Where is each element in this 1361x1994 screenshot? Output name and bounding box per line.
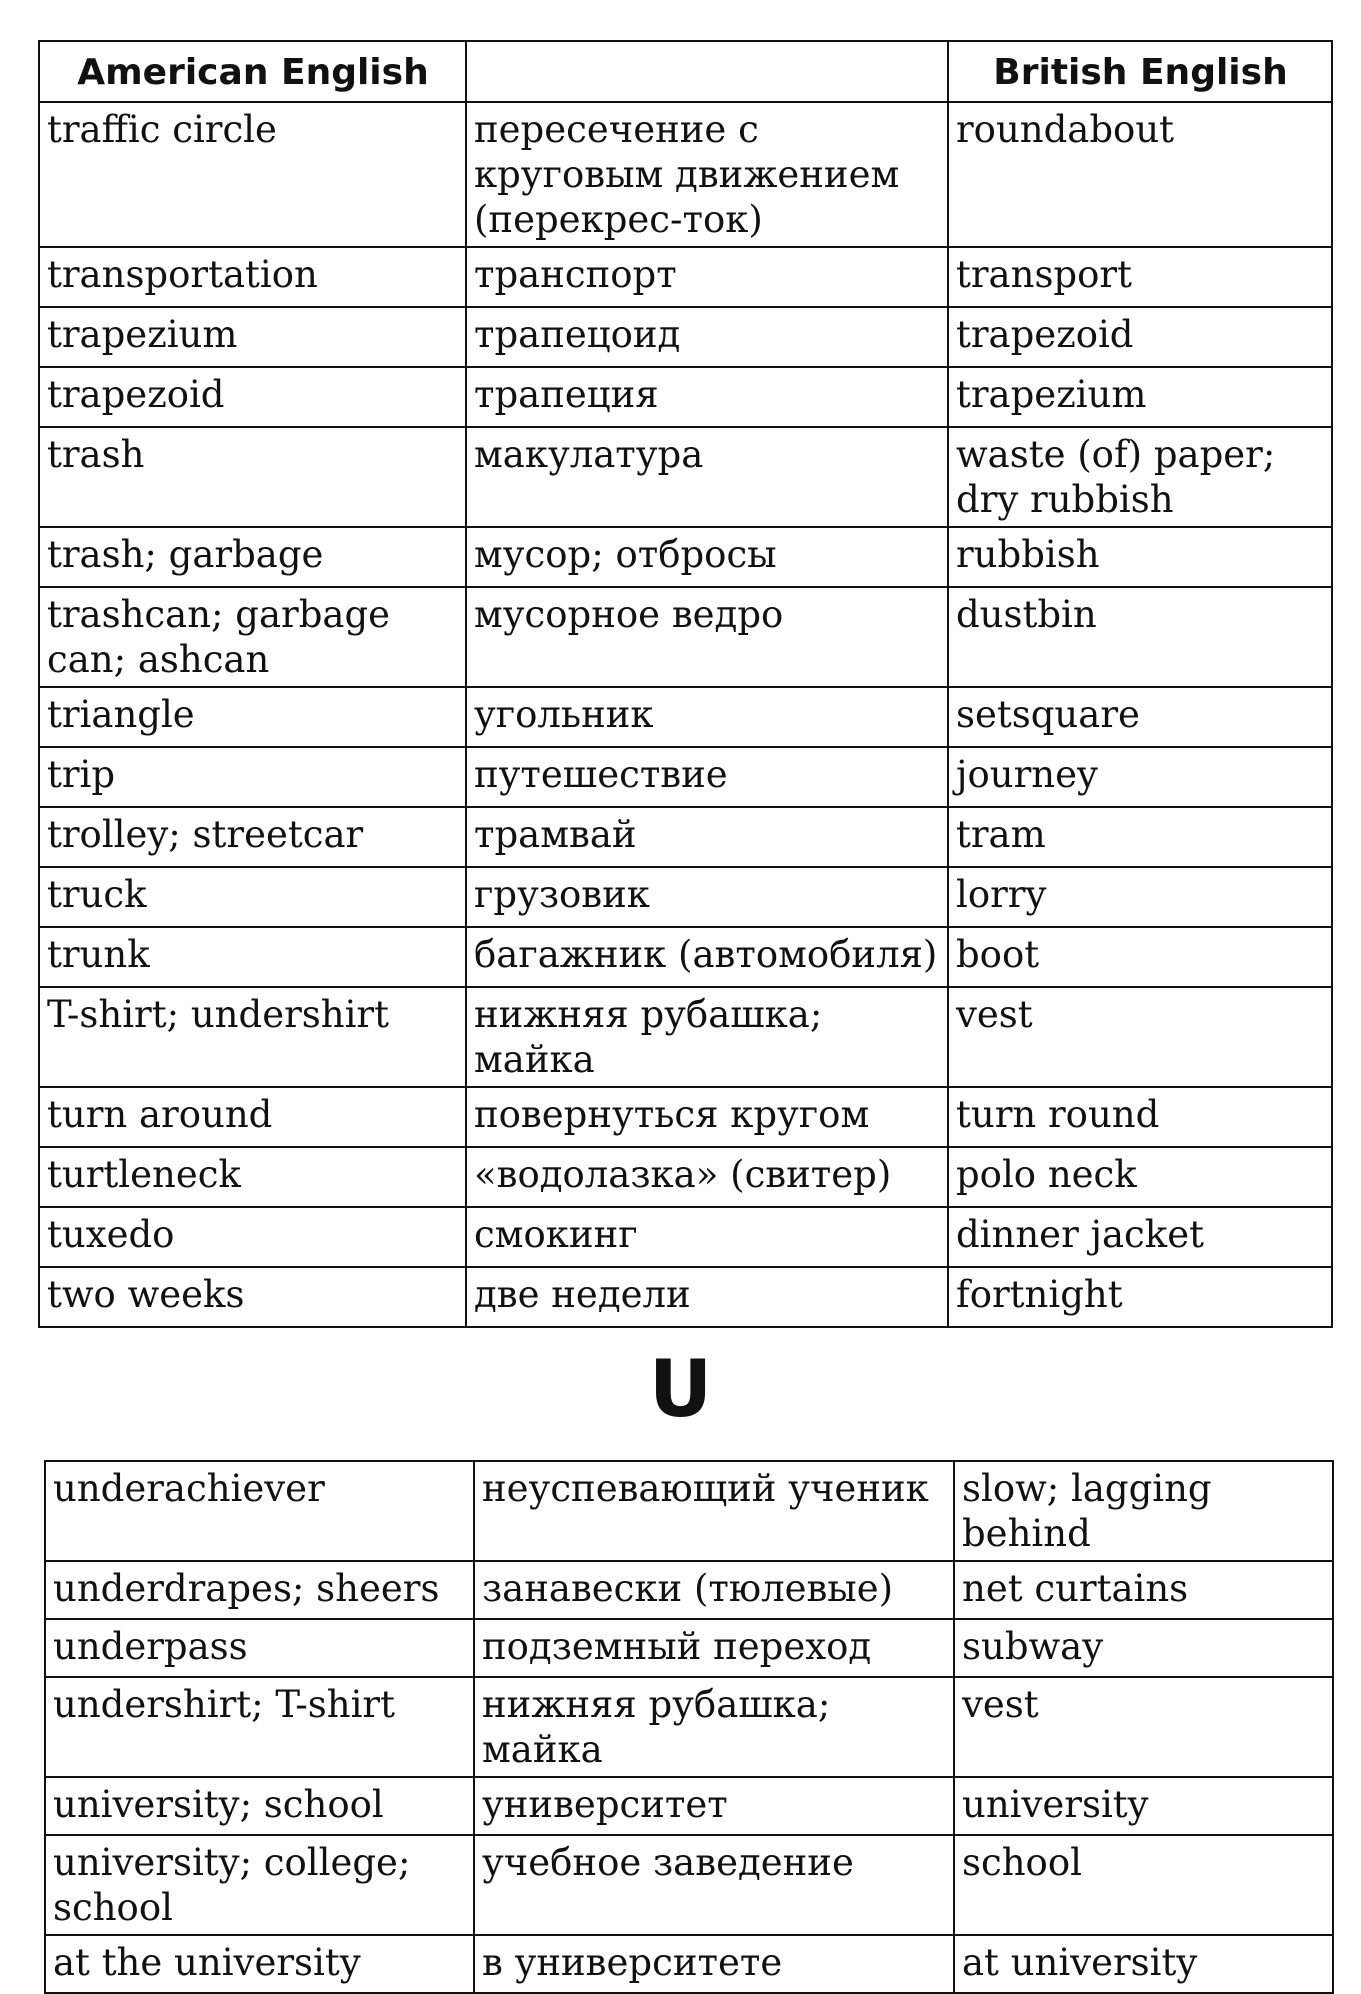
header-american-english: American English (39, 41, 466, 102)
american-term: trash (39, 427, 466, 527)
russian-translation: университет (474, 1777, 954, 1835)
british-term: boot (948, 927, 1332, 987)
table-row (39, 1267, 1332, 1327)
british-term: at university (954, 1935, 1333, 1993)
american-term: underdrapes; sheers (45, 1561, 474, 1619)
american-term: turn around (39, 1087, 466, 1147)
russian-translation: нижняя рубашка; майка (466, 987, 948, 1087)
table-row (39, 687, 1332, 747)
table-row (45, 1619, 1333, 1677)
american-term: trapezium (39, 307, 466, 367)
british-term: roundabout (948, 102, 1332, 247)
vocabulary-table-u (44, 1460, 1334, 1994)
american-term: transportation (39, 247, 466, 307)
table-row (39, 1087, 1332, 1147)
british-term: lorry (948, 867, 1332, 927)
russian-translation: «водолазка» (свитер) (466, 1147, 948, 1207)
russian-translation: транспорт (466, 247, 948, 307)
russian-translation: грузовик (466, 867, 948, 927)
american-term: undershirt; T-shirt (45, 1677, 474, 1777)
british-term: dustbin (948, 587, 1332, 687)
british-term: turn round (948, 1087, 1332, 1147)
american-term: turtleneck (39, 1147, 466, 1207)
table-row (39, 427, 1332, 527)
table-row (39, 867, 1332, 927)
british-term: school (954, 1835, 1333, 1935)
british-term: slow; lagging behind (954, 1461, 1333, 1561)
american-term: tuxedo (39, 1207, 466, 1267)
american-term: underachiever (45, 1461, 474, 1561)
british-term: setsquare (948, 687, 1332, 747)
russian-translation: в университете (474, 1935, 954, 1993)
table-row (39, 927, 1332, 987)
american-term: truck (39, 867, 466, 927)
table-row (39, 587, 1332, 687)
table-row (39, 747, 1332, 807)
russian-translation: мусор; отбросы (466, 527, 948, 587)
british-term: tram (948, 807, 1332, 867)
british-term: subway (954, 1619, 1333, 1677)
russian-translation: багажник (автомобиля) (466, 927, 948, 987)
russian-translation: трапеция (466, 367, 948, 427)
table-row (45, 1677, 1333, 1777)
russian-translation: нижняя рубашка; майка (474, 1677, 954, 1777)
section-letter-heading: U (648, 1345, 713, 1435)
russian-translation: макулатура (466, 427, 948, 527)
british-term: university (954, 1777, 1333, 1835)
russian-translation: неуспевающий ученик (474, 1461, 954, 1561)
american-term: triangle (39, 687, 466, 747)
header-russian (466, 41, 948, 102)
american-term: traffic circle (39, 102, 466, 247)
table-row (45, 1835, 1333, 1935)
table-row (45, 1777, 1333, 1835)
american-term: university; college; school (45, 1835, 474, 1935)
british-term: journey (948, 747, 1332, 807)
table-row (39, 987, 1332, 1087)
british-term: net curtains (954, 1561, 1333, 1619)
russian-translation: повернуться кругом (466, 1087, 948, 1147)
british-term: vest (948, 987, 1332, 1087)
american-term: university; school (45, 1777, 474, 1835)
table-row (39, 1207, 1332, 1267)
russian-translation: трамвай (466, 807, 948, 867)
table-row (39, 247, 1332, 307)
table-row (45, 1935, 1333, 1993)
american-term: trolley; streetcar (39, 807, 466, 867)
table-row (45, 1561, 1333, 1619)
table-row (39, 102, 1332, 247)
table-row (45, 1461, 1333, 1561)
british-term: polo neck (948, 1147, 1332, 1207)
british-term: fortnight (948, 1267, 1332, 1327)
russian-translation: путешествие (466, 747, 948, 807)
russian-translation: трапецоид (466, 307, 948, 367)
british-term: rubbish (948, 527, 1332, 587)
russian-translation: подземный переход (474, 1619, 954, 1677)
british-term: dinner jacket (948, 1207, 1332, 1267)
russian-translation: пересечение с круговым движением (перекрес-ток) (466, 102, 948, 247)
table-row (39, 527, 1332, 587)
table-row (39, 1147, 1332, 1207)
american-term: underpass (45, 1619, 474, 1677)
table-row (39, 367, 1332, 427)
table-header-row (39, 41, 1332, 102)
british-term: waste (of) paper; dry rubbish (948, 427, 1332, 527)
american-term: trashcan; garbage can; ashcan (39, 587, 466, 687)
american-term: trunk (39, 927, 466, 987)
russian-translation: занавески (тюлевые) (474, 1561, 954, 1619)
header-british-english: British English (948, 41, 1332, 102)
american-term: trip (39, 747, 466, 807)
british-term: trapezium (948, 367, 1332, 427)
vocabulary-table-t (38, 40, 1333, 1328)
american-term: at the university (45, 1935, 474, 1993)
british-term: vest (954, 1677, 1333, 1777)
american-term: T-shirt; undershirt (39, 987, 466, 1087)
russian-translation: две недели (466, 1267, 948, 1327)
russian-translation: смокинг (466, 1207, 948, 1267)
american-term: two weeks (39, 1267, 466, 1327)
russian-translation: учебное заведение (474, 1835, 954, 1935)
russian-translation: мусорное ведро (466, 587, 948, 687)
british-term: trapezoid (948, 307, 1332, 367)
american-term: trapezoid (39, 367, 466, 427)
british-term: transport (948, 247, 1332, 307)
table-row (39, 307, 1332, 367)
american-term: trash; garbage (39, 527, 466, 587)
table-row (39, 807, 1332, 867)
russian-translation: угольник (466, 687, 948, 747)
